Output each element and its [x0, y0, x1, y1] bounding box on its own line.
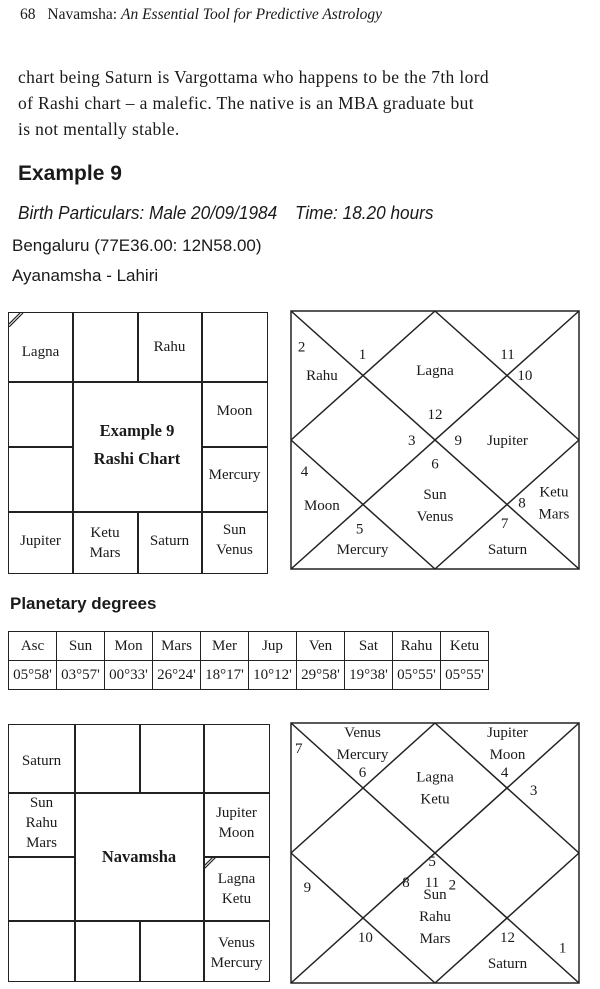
house-number: 3: [529, 783, 538, 800]
house-number: 9: [303, 880, 312, 897]
house-9-planets: Ketu Mars: [538, 484, 570, 523]
table-cell: 00°33': [105, 661, 153, 690]
table-row: [9, 661, 489, 690]
house-10-planets: Jupiter: [487, 433, 528, 449]
grid-line: [139, 725, 141, 792]
table-header-cell: Mer: [201, 632, 249, 661]
table-header-cell: Jup: [249, 632, 297, 661]
ayanamsha: Ayanamsha - Lahiri: [12, 266, 159, 285]
table-header-cell: Sat: [345, 632, 393, 661]
house-number: 3: [408, 433, 416, 449]
house-8-planets: Saturn: [487, 542, 528, 559]
house-7-planets: Sun Venus: [416, 487, 454, 525]
grid-line: [139, 920, 141, 981]
cell-virgo: Venus Mercury: [210, 935, 263, 971]
house-number: 4: [500, 764, 509, 781]
house-number: 8: [518, 495, 526, 512]
rashi-title-line2: Rashi Chart: [93, 449, 181, 468]
house-number: 10: [517, 368, 533, 384]
table-header-cell: Sun: [57, 632, 105, 661]
table-header-cell: Asc: [9, 632, 57, 661]
cell-pisces: Saturn: [21, 753, 62, 769]
planetary-degrees-heading: Planetary degrees: [10, 594, 157, 613]
ascendant-mark-icon: [9, 313, 25, 327]
house-number: 12: [427, 407, 443, 423]
table-cell: 29°58': [297, 661, 345, 690]
house-number: 5: [428, 853, 436, 870]
house-1-planets: Lagna: [416, 362, 454, 379]
table-cell: 03°57': [57, 661, 105, 690]
book-title-italic: An Essential Tool for Predictive Astrology: [120, 6, 383, 23]
cell-leo: Lagna Ketu: [217, 871, 256, 907]
rashi-south-chart: [8, 312, 268, 574]
house-1-planets: Lagna Ketu: [416, 769, 454, 808]
birth-particulars: [18, 202, 434, 224]
cell-scorpio: Jupiter: [20, 533, 61, 549]
birth-time: Time: 18.20 hours: [294, 202, 434, 223]
example-heading: Example 9: [18, 162, 122, 185]
table-cell: 19°38': [345, 661, 393, 690]
navamsha-north-chart: [290, 722, 580, 984]
house-number: 2: [297, 339, 306, 356]
house-number: 7: [294, 741, 303, 758]
ascendant-mark-icon: [203, 856, 219, 870]
house-7-planets: Sun Rahu Mars: [419, 886, 451, 947]
navamsha-south-chart: [8, 724, 270, 982]
house-9-planets: Saturn: [487, 956, 528, 973]
house-number: 12: [500, 929, 515, 946]
house-number: 6: [358, 764, 367, 781]
page-number: 68: [20, 6, 36, 23]
table-cell: 26°24': [153, 661, 201, 690]
table-header-cell: Rahu: [393, 632, 441, 661]
grid-line: [9, 856, 75, 858]
birth-details: Birth Particulars: Male 20/09/1984: [18, 202, 278, 223]
house-number: 6: [431, 456, 439, 473]
rashi-chart-title: [73, 417, 201, 473]
table-header-cell: Mon: [105, 632, 153, 661]
table-cell: 05°55': [441, 661, 489, 690]
planetary-degrees-table: [8, 631, 489, 690]
house-number: 1: [358, 347, 367, 364]
house-number: 7: [500, 516, 509, 533]
table-cell: 05°58': [9, 661, 57, 690]
paragraph-line: is not mentally stable.: [18, 119, 180, 139]
cell-gemini: Moon: [216, 403, 253, 419]
grid-line: [202, 446, 267, 448]
table-header-cell: Ven: [297, 632, 345, 661]
house-number: 5: [355, 521, 364, 538]
table-cell: 10°12': [249, 661, 297, 690]
rashi-title-line1: Example 9: [99, 421, 175, 440]
rashi-north-chart: [290, 310, 580, 570]
body-paragraph: [18, 64, 590, 142]
house-number: 11: [500, 347, 515, 364]
table-header-cell: Ketu: [441, 632, 489, 661]
house-number: 9: [454, 433, 462, 449]
cell-aquarius: Sun Rahu Mars: [25, 795, 58, 851]
table-cell: 05°55': [393, 661, 441, 690]
house-number: 2: [448, 877, 457, 894]
paragraph-line: chart being Saturn is Vargottama who happens to be the 7th lord: [18, 67, 489, 87]
cell-cancer: Jupiter Moon: [216, 805, 257, 841]
cell-libra: Ketu Mars: [89, 525, 121, 561]
birth-place: Bengaluru (77E36.00: 12N58.00): [12, 236, 262, 255]
house-number: 10: [357, 929, 373, 946]
house-number: 1: [558, 940, 567, 957]
cell-aquarius: Lagna: [21, 344, 60, 360]
house-3-planets: Rahu: [306, 368, 338, 384]
house-6-planets: Mercury: [336, 542, 389, 559]
navamsha-chart-title: Navamsha: [101, 847, 177, 866]
table-cell: 18°17': [201, 661, 249, 690]
cell-leo: Sun Venus: [216, 522, 253, 558]
house-5-planets: Moon: [303, 498, 340, 514]
house-2-planets: Venus Mercury: [336, 724, 389, 763]
cell-cancer: Mercury: [208, 467, 261, 483]
table-header-row: [9, 632, 489, 661]
house-number: 11: [424, 874, 440, 891]
grid-line: [9, 381, 267, 383]
book-title-plain: Navamsha:: [47, 6, 118, 23]
paragraph-line: of Rashi chart – a malefic. The native is an MBA graduate but: [18, 93, 474, 113]
running-head: [20, 6, 382, 24]
house-number: 8: [402, 874, 410, 891]
grid-line: [9, 446, 73, 448]
house-12-planets: Jupiter Moon: [487, 724, 528, 763]
table-header-cell: Mars: [153, 632, 201, 661]
cell-taurus: Rahu: [153, 339, 186, 355]
house-number: 4: [300, 464, 309, 481]
cell-virgo: Saturn: [149, 533, 190, 549]
